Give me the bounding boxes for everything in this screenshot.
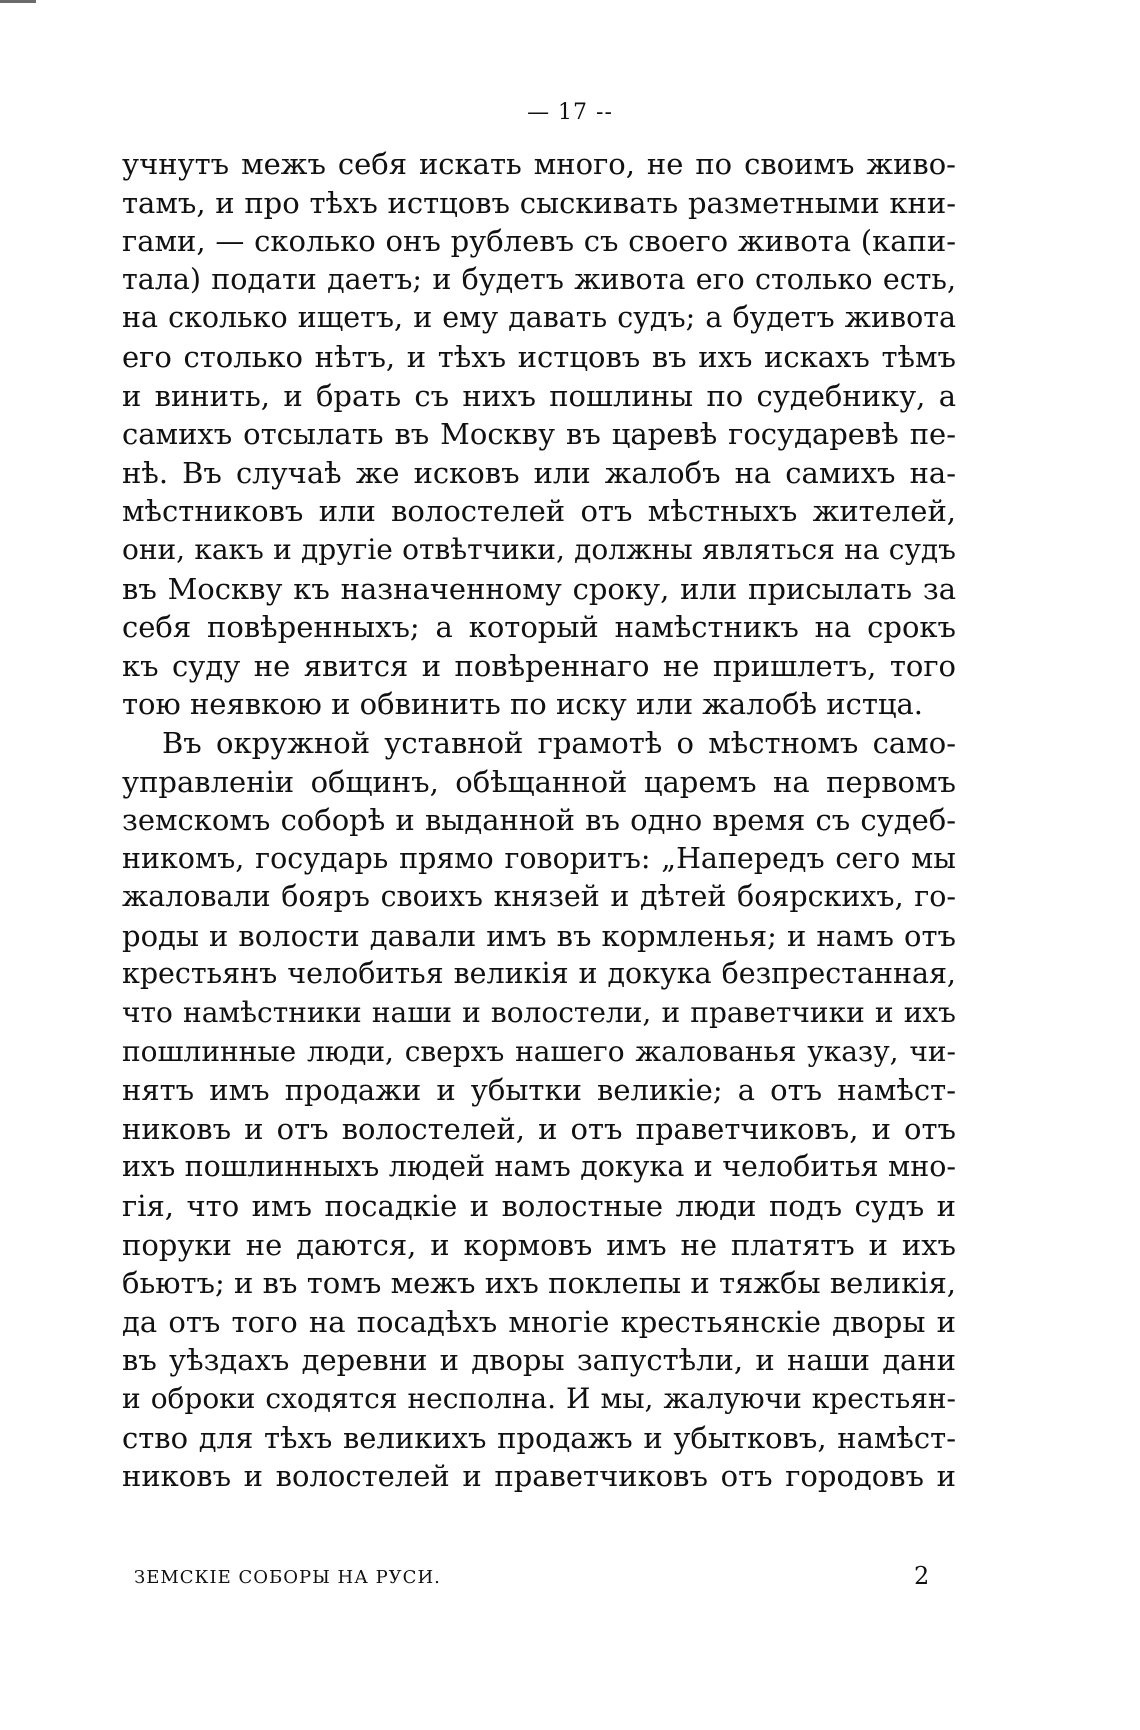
- text-line: никовъ и отъ волостелей, и отъ праветчиковъ, и отъ: [122, 1111, 956, 1146]
- text-line: никовъ и волостелей и праветчиковъ отъ городовъ и: [122, 1459, 956, 1494]
- sheet-number: 2: [914, 1562, 930, 1590]
- text-line: они, какъ и другіе отвѣтчики, должны являться на судъ: [122, 532, 956, 566]
- text-line: ство для тѣхъ великихъ продажъ и убытковъ, намѣст-: [122, 1420, 956, 1455]
- text-line: да отъ того на посадѣхъ многіе крестьянскіе дворы и: [122, 1304, 956, 1339]
- text-line: къ суду не явится и повѣреннаго не пришлетъ, того: [122, 648, 956, 683]
- text-line: роды и волости давали имъ въ кормленья; и намъ отъ: [122, 918, 956, 953]
- text-line: тою неявкою и обвинить по иску или жалобѣ истца.: [122, 687, 924, 722]
- text-line: гія, что имъ посадкіе и волостные люди подъ судъ и: [122, 1189, 956, 1224]
- text-line: себя повѣренныхъ; а который намѣстникъ на срокъ: [122, 610, 956, 645]
- text-line: нятъ имъ продажи и убытки великіе; а отъ намѣст-: [122, 1073, 956, 1108]
- text-line: и оброки сходятся несполна. И мы, жалуючи крестьян-: [122, 1382, 956, 1415]
- text-line: крестьянъ челобитья великія и докука безпрестанная,: [122, 957, 956, 991]
- text-line: на сколько ищетъ, и ему давать судъ; а будетъ живота: [122, 301, 956, 335]
- page-number: — 17 --: [527, 100, 613, 125]
- text-line: въ Москву къ назначенному сроку, или присылать за: [122, 571, 956, 606]
- text-line: его столько нѣтъ, и тѣхъ истцовъ въ ихъ искахъ тѣмъ: [122, 339, 956, 374]
- text-line: въ уѣздахъ деревни и дворы запустѣли, и наши дани: [122, 1343, 956, 1378]
- text-line: что намѣстники наши и волостели, и праветчики и ихъ: [122, 996, 956, 1030]
- text-line: управленіи общинъ, обѣщанной царемъ на первомъ: [122, 764, 956, 799]
- text-line: гами, — сколько онъ рублевъ съ своего живота (капи-: [122, 224, 956, 259]
- text-line: никомъ, государь прямо говоритъ: „Напередъ сего мы: [122, 841, 956, 875]
- text-line: нѣ. Въ случаѣ же исковъ или жалобъ на самихъ на-: [122, 455, 956, 490]
- text-line: жаловали бояръ своихъ князей и дѣтей боярскихъ, го-: [122, 880, 956, 914]
- text-line: тамъ, и про тѣхъ истцовъ сыскивать разметными кни-: [122, 185, 956, 220]
- text-line: земскомъ соборѣ и выданной въ одно время съ судеб-: [122, 803, 956, 838]
- signature-mark: ЗЕМСКІЕ СОБОРЫ НА РУСИ.: [134, 1567, 441, 1588]
- text-line: тала) подати даетъ; и будетъ живота его столько есть,: [122, 262, 956, 296]
- text-line: Въ окружной уставной грамотѣ о мѣстномъ само-: [162, 725, 956, 760]
- body-text: [122, 145, 956, 1496]
- text-line: учнутъ межъ себя искать много, не по своимъ живо-: [122, 147, 956, 181]
- text-line: пошлинные люди, сверхъ нашего жалованья указу, чи-: [122, 1034, 956, 1068]
- text-line: поруки не даются, и кормовъ имъ не платятъ и ихъ: [122, 1227, 956, 1262]
- text-line: и винить, и брать съ нихъ пошлины по судебнику, а: [122, 378, 956, 413]
- text-line: самихъ отсылать въ Москву въ царевѣ государевѣ пе-: [122, 417, 956, 452]
- text-line: мѣстниковъ или волостелей отъ мѣстныхъ жителей,: [122, 494, 956, 529]
- scan-corner-mark: [0, 0, 36, 3]
- text-line: бьютъ; и въ томъ межъ ихъ поклепы и тяжбы великія,: [122, 1266, 956, 1301]
- text-line: ихъ пошлинныхъ людей намъ докука и челобитья мно-: [122, 1150, 956, 1184]
